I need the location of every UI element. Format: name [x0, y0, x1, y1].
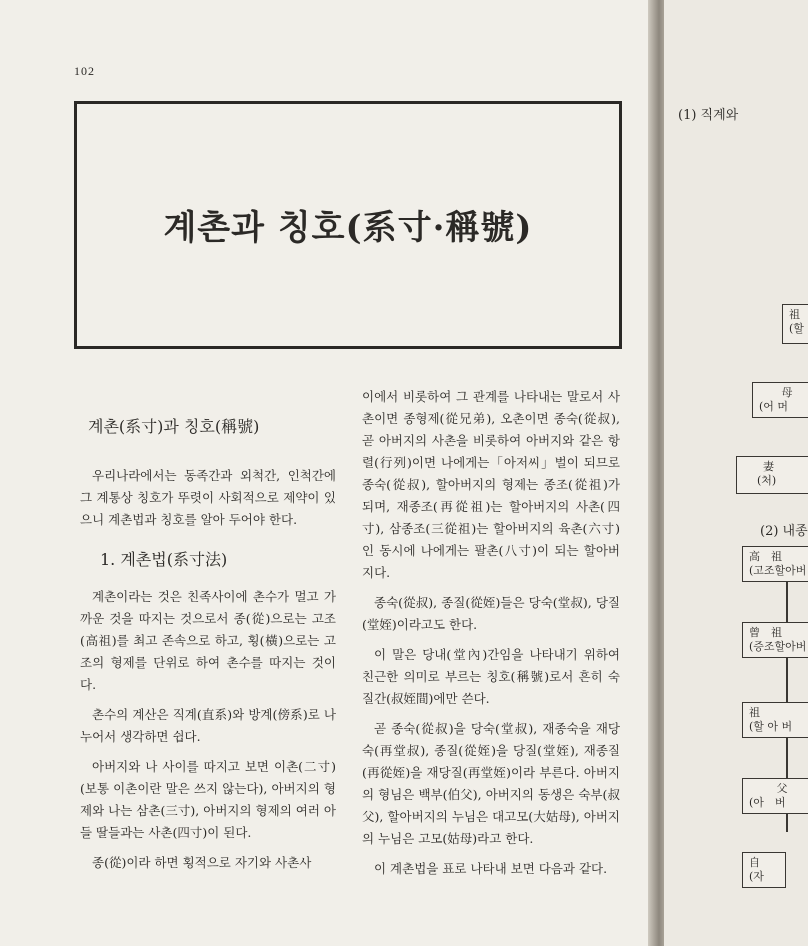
- kin-reading: (고조할아버: [749, 564, 807, 577]
- paragraph: 계촌이라는 것은 친족사이에 촌수가 멀고 가까운 것을 따지는 것으로서 종(從)으로는 고조(高祖)를 최고 존속으로 하고, 횡(橫)으로는 고조의 형제를 단위로 하여 촌수를 따지는 것이다.: [80, 589, 336, 692]
- paragraph: 아버지와 나 사이를 따지고 보면 이촌(二寸)(보통 이촌이란 말은 쓰지 않는다), 아버지의 형제와 나는 삼촌(三寸), 아버지의 형제의 여러 아들 딸들과는 사촌(四寸)이 된다.: [80, 759, 336, 840]
- kin-label: 曾 祖: [749, 626, 782, 639]
- section-title: 계촌(系寸)과 칭호(稱號): [88, 417, 260, 436]
- kin-box: [742, 546, 808, 582]
- paragraph: 종숙(從叔), 종질(從姪)들은 당숙(堂叔), 당질(堂姪)이라고도 한다.: [362, 595, 620, 632]
- page-title: 계촌과 칭호(系寸·稱號): [163, 208, 533, 248]
- kin-box: [742, 852, 786, 888]
- diagram-heading-2: (2) 내종: [760, 524, 808, 539]
- paragraph: 곧 종숙(從叔)을 당숙(堂叔), 재종숙을 재당숙(再堂叔), 종질(從姪)을 당질(堂姪), 재종질(再從姪)을 재당질(再堂姪)이라 부른다. 아버지의 형님은 백부(伯父), 아버지의 동생은 숙부(叔父), 할아버지의 누님은 대고모(大姑母), 아버지의 누님은 고모(姑母)라고 한다.: [362, 721, 620, 846]
- kin-label: 自: [749, 856, 760, 869]
- kin-label: 祖: [749, 706, 760, 719]
- paragraph: 이 계촌법을 표로 나타내 보면 다음과 같다.: [374, 861, 608, 876]
- left-column: [80, 400, 336, 882]
- kin-box: [782, 304, 808, 344]
- kin-label: 妻: [763, 460, 774, 473]
- kin-label: 祖: [789, 308, 800, 321]
- kin-reading: (아 버: [749, 796, 786, 809]
- kin-reading: (증조할아버: [749, 640, 807, 653]
- kin-reading: (할 아 버: [749, 720, 793, 733]
- kin-reading: (할: [789, 322, 804, 335]
- right-column: [362, 386, 620, 888]
- kin-box: [742, 778, 808, 814]
- paragraph: 촌수의 계산은 직계(直系)와 방계(傍系)로 나누어서 생각하면 쉽다.: [80, 707, 336, 744]
- diagram-heading-1: (1) 직계와: [678, 108, 739, 123]
- kin-reading: (처): [757, 474, 777, 487]
- kin-label: 父: [776, 782, 788, 795]
- kin-label: 高 祖: [749, 550, 782, 563]
- paragraph: 이 말은 당내(堂內)간임을 나타내기 위하여 친근한 의미로 부르는 칭호(稱號)로서 흔히 숙질간(叔姪間)에만 쓴다.: [362, 647, 620, 706]
- kin-reading: (어 머: [759, 400, 789, 413]
- kin-box: [742, 702, 808, 738]
- kin-box: [742, 622, 808, 658]
- kin-label: 母: [781, 386, 793, 399]
- kin-reading: (자: [749, 870, 764, 883]
- paragraph: 이에서 비롯하여 그 관계를 나타내는 말로서 사촌이면 종형제(從兄弟), 오촌이면 종숙(從叔), 곧 아버지의 사촌을 비롯하여 아버지와 같은 항렬(行列)이면 나에게는「아저씨」벌이 되므로 종숙(從叔), 할아버지의 형제는 종조(從祖)가 되며, 재종조(再從祖)는 할아버지의 사촌(四寸), 삼종조(三從祖)는 할아버지의 육촌(六寸)인 동시에 나에게는 팔촌(八寸)이 되는 할아버지다.: [362, 389, 620, 580]
- title-box: [74, 101, 622, 349]
- kin-box: [736, 456, 808, 494]
- subsection-title: 1. 계촌법(系寸法): [100, 550, 228, 569]
- paragraph: 종(從)이라 하면 횡적으로 자기와 사촌사: [92, 855, 312, 870]
- intro-paragraph: 우리나라에서는 동족간과 외척간, 인척간에 그 계통상 칭호가 뚜렷이 사회적으로 제약이 있으니 계촌법과 칭호를 알아 두어야 한다.: [80, 468, 336, 527]
- page-number: 102: [74, 64, 95, 78]
- kin-box: [752, 382, 808, 418]
- right-page: [664, 0, 808, 946]
